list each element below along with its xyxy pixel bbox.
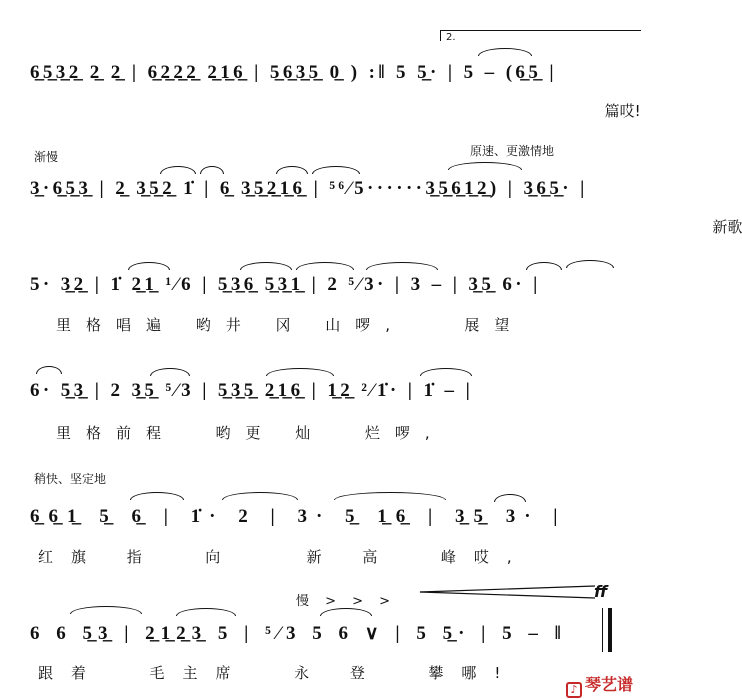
tie [478, 48, 532, 56]
volta-bracket [440, 30, 641, 41]
tie [526, 262, 562, 270]
tie [240, 262, 292, 270]
notes-line: 3̲·6̲5̲3̲ | 2̲ 3̲5̲2̲ 1̇ | 6̲ 3̲5̲2̲1̲6̲ | ⁵⁶⁄5······3̲5̲6̲1̲2̲) | 3̲6̲5̲· | [30, 178, 588, 199]
lyrics-line: 新歌 [536, 218, 742, 236]
tempo-mark: 原速、更激情地 [470, 144, 555, 158]
tie [150, 368, 190, 376]
tie [566, 260, 614, 268]
tie [70, 606, 142, 614]
watermark-text: 琴艺谱 [585, 675, 634, 694]
lyrics-line: 红旗 指 向 新 高 峰哎, [38, 548, 530, 566]
tie [276, 166, 308, 174]
tempo-mark: 稍快、坚定地 [34, 472, 107, 486]
notes-line: 6· 5̲3̲ | 2 3̲5̲ ⁵⁄3 | 5̲3̲5̲ 2̲1̲6̲ | 1̲2̲ ²⁄1̇· | 1̇ – | [30, 380, 474, 401]
tie [494, 494, 526, 502]
lyrics-line: 篇哎! [452, 102, 641, 120]
decrescendo-hairpin [420, 586, 600, 598]
notes-line: 6̲6̲1̲ 5̲ 6̲ | 1̇· 2 | 3· 5̲ 1̲6̲ | 3̲5̲ 3· | [30, 506, 567, 527]
tie [130, 492, 184, 500]
tie [36, 366, 62, 374]
final-barline-thick [608, 608, 612, 652]
tie [128, 262, 170, 270]
tempo-mark: 渐慢 [34, 150, 59, 164]
lyrics-line: 里格前程 哟更 灿 烂啰, [56, 424, 445, 442]
tie [200, 166, 224, 174]
notes-line: 6 6 5̲3̲ | 2̲1̲2̲3̲ 5 | ⁵⁄3 5 6 ∨ | 5 5̲· | 5 – ‖ [30, 623, 567, 644]
tie [320, 608, 372, 616]
notes-line: 5· 3̲2̲ | 1̇ 2̲1̲ ¹⁄6 | 5̲3̲6̲ 5̲3̲1̲ | 2 ⁵⁄3· | 3 – | 3̲5̲ 6· | [30, 274, 541, 295]
tie [296, 262, 354, 270]
tie [266, 368, 334, 376]
tie [222, 492, 298, 500]
tie [448, 162, 522, 170]
tie [312, 166, 360, 174]
tie [366, 262, 438, 270]
volta-label: 2. [446, 32, 456, 43]
final-barline-thin [602, 608, 603, 652]
tie [176, 608, 236, 616]
lyrics-line: 跟着 毛主席 永 登 攀哪! [38, 664, 519, 682]
tie [420, 368, 472, 376]
dynamic-mark: ff [594, 582, 608, 601]
tempo-mark: 慢 > > > [296, 594, 397, 609]
notes-line: 6̲5̲3̲2̲ 2̲ 2̲ | 6̲2̲2̲2̲ 2̲1̲6̲ | 5̲6̲3̲5̲ 0̲ ) :‖ 5 5̲· | 5 – (6̲5̲ | [30, 62, 557, 83]
watermark-logo [566, 672, 633, 698]
lyrics-line: 里格唱遍 哟井 冈 山啰, 展望 [56, 316, 525, 334]
tie [334, 492, 446, 500]
tie [160, 166, 196, 174]
logo-icon: ♪ [566, 682, 582, 698]
